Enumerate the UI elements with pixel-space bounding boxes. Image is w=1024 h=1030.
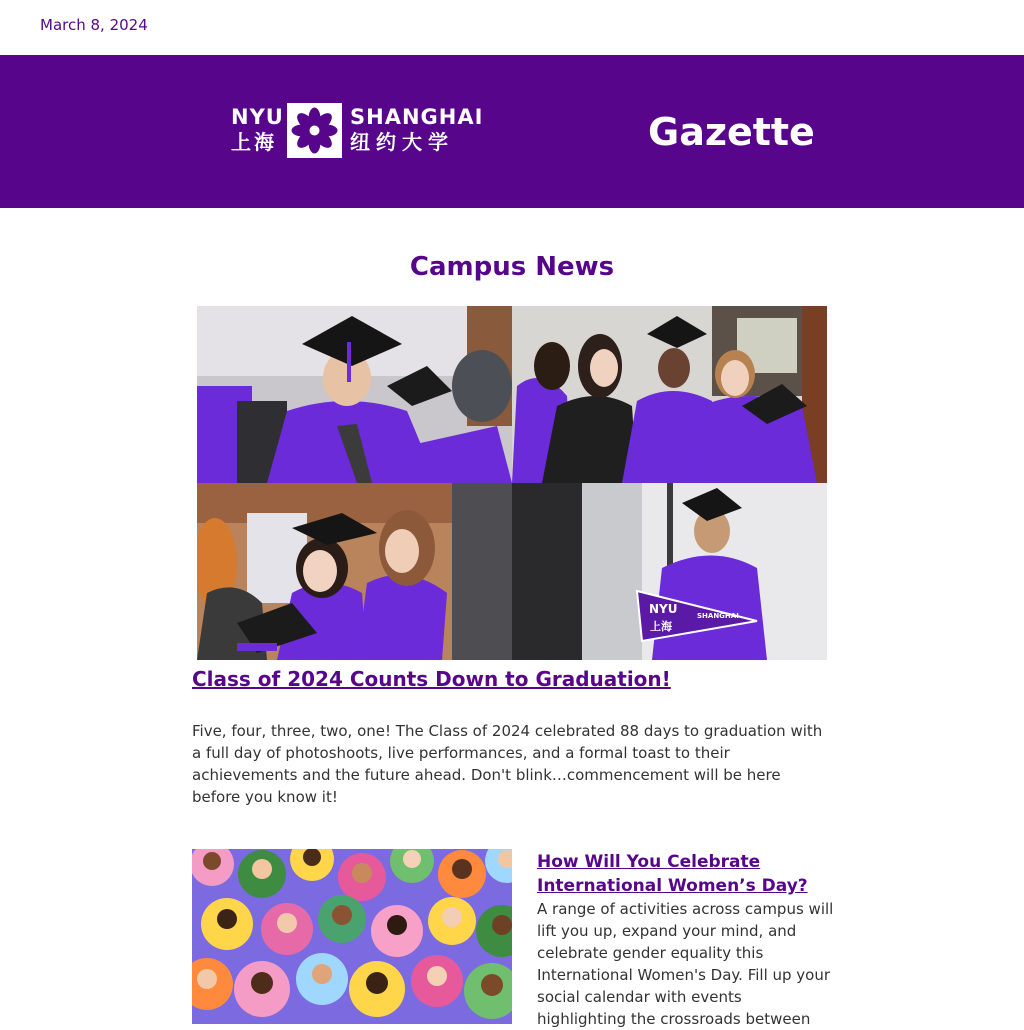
logo-nyu-text: NYU: [231, 105, 284, 129]
publication-title: Gazette: [648, 110, 815, 154]
pennant-chinese-text: 上海: [650, 620, 672, 633]
womens-day-illustration[interactable]: [192, 849, 512, 1024]
nyu-shanghai-logo[interactable]: [231, 103, 484, 159]
torch-flower-icon: [287, 103, 342, 158]
top-bar: [0, 0, 1024, 55]
feature-story-text: Five, four, three, two, one! The Class of 2024 celebrated 88 days to graduation with a full day of photoshoots, live performances, and a formal toast to their achievements and the future ahead. Don't blink…commencement will be here before you know it!: [192, 722, 823, 806]
logo-chinese-left: 上海: [231, 130, 277, 154]
section-title: Campus News: [409, 252, 615, 282]
photo-student-pointing: [197, 306, 512, 483]
issue-date: March 8, 2024: [40, 16, 148, 34]
logo-shanghai-text: SHANGHAI: [350, 105, 484, 129]
photo-cap-adjustment: [197, 483, 512, 660]
header-banner: [0, 55, 1024, 208]
logo-chinese-right: 纽约大学: [350, 130, 454, 154]
womens-day-headline-link[interactable]: How Will You Celebrate International Women’s Day?: [537, 852, 808, 896]
pennant-nyu-text: NYU: [649, 602, 678, 616]
photo-student-with-pennant: [512, 483, 827, 660]
womens-day-story-text: A range of activities across campus will lift you up, expand your mind, and celebrate gender equality this International Women's Day. Fill up your social calendar with events highlighting the crossroads between: [537, 900, 834, 1028]
photo-group-selfie: [512, 306, 827, 483]
pennant-shanghai-text: SHANGHAI: [697, 612, 739, 620]
feature-headline-link[interactable]: Class of 2024 Counts Down to Graduation!: [192, 667, 671, 691]
graduation-photo-collage[interactable]: [197, 306, 827, 660]
